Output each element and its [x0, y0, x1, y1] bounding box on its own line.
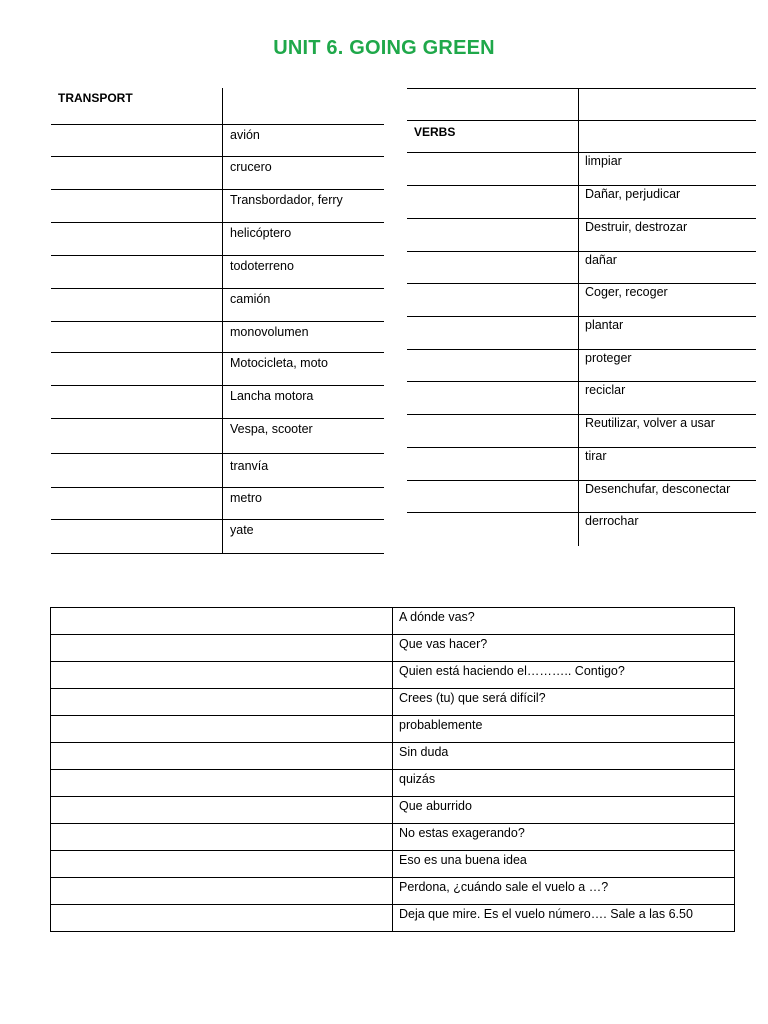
- phrase: Eso es una buena idea: [399, 853, 527, 867]
- table-row: [51, 797, 735, 824]
- phrase: Crees (tu) que será difícil?: [399, 691, 546, 705]
- transport-item: yate: [230, 523, 254, 537]
- verb-item: Coger, recoger: [585, 285, 668, 299]
- page-title: UNIT 6. GOING GREEN: [273, 37, 495, 59]
- table-row: [407, 252, 756, 284]
- table-row: [407, 481, 756, 513]
- verb-item: dañar: [585, 253, 617, 267]
- table-row: [51, 190, 384, 223]
- verb-item: limpiar: [585, 154, 622, 168]
- transport-item: helicóptero: [230, 226, 292, 240]
- phrases-table: [50, 607, 735, 932]
- verb-item: plantar: [585, 318, 624, 332]
- verb-item: Dañar, perjudicar: [585, 187, 681, 201]
- transport-item: monovolumen: [230, 325, 309, 339]
- table-row: [51, 289, 384, 322]
- table-row: [51, 878, 735, 905]
- table-row: [407, 317, 756, 350]
- table-row: [51, 256, 384, 289]
- table-row: [407, 382, 756, 415]
- verbs-header-row: [407, 121, 756, 153]
- transport-header-row: [51, 88, 384, 125]
- table-row: [407, 186, 756, 219]
- table-row: [51, 353, 384, 386]
- verb-item: Desenchufar, desconectar: [585, 482, 731, 496]
- transport-item: Motocicleta, moto: [230, 356, 328, 370]
- table-row: [51, 824, 735, 851]
- transport-item: todoterreno: [230, 259, 294, 273]
- table-row: [407, 415, 756, 448]
- transport-item: Transbordador, ferry: [230, 193, 343, 207]
- phrase: probablemente: [399, 718, 483, 732]
- table-row: [51, 454, 384, 488]
- table-row: [407, 89, 756, 121]
- phrase: Que aburrido: [399, 799, 472, 813]
- table-row: [407, 448, 756, 481]
- transport-item: avión: [230, 128, 260, 142]
- table-row: [51, 322, 384, 353]
- table-row: [51, 635, 735, 662]
- transport-item: Vespa, scooter: [230, 422, 313, 436]
- table-row: [51, 689, 735, 716]
- table-row: [51, 157, 384, 190]
- table-row: [407, 153, 756, 186]
- table-row: [407, 284, 756, 317]
- table-row: [51, 905, 735, 932]
- phrase: No estas exagerando?: [399, 826, 525, 840]
- verb-item: proteger: [585, 351, 632, 365]
- table-row: [51, 386, 384, 419]
- phrase: Que vas hacer?: [399, 637, 488, 651]
- table-row: [407, 513, 756, 546]
- verb-item: Destruir, destrozar: [585, 220, 688, 234]
- table-row: [51, 488, 384, 520]
- transport-item: Lancha motora: [230, 389, 314, 403]
- verb-item: Reutilizar, volver a usar: [585, 416, 715, 430]
- table-row: [51, 223, 384, 256]
- table-row: [51, 520, 384, 554]
- transport-table: [51, 88, 384, 554]
- transport-header: TRANSPORT: [58, 91, 133, 105]
- transport-item: metro: [230, 491, 262, 505]
- table-row: [51, 125, 384, 157]
- table-row: [51, 419, 384, 454]
- table-row: [51, 608, 735, 635]
- table-row: [407, 350, 756, 382]
- phrase: Deja que mire. Es el vuelo número…. Sale a las 6.50: [399, 907, 693, 921]
- transport-item: tranvía: [230, 459, 269, 473]
- transport-item: crucero: [230, 160, 272, 174]
- verb-item: derrochar: [585, 514, 639, 528]
- table-row: [51, 716, 735, 743]
- table-row: [51, 662, 735, 689]
- table-row: [51, 743, 735, 770]
- phrase: quizás: [399, 772, 436, 786]
- verbs-header: VERBS: [414, 125, 456, 139]
- phrase: Quien está haciendo el……….. Contigo?: [399, 664, 625, 678]
- verbs-table: [407, 88, 756, 546]
- verb-item: tirar: [585, 449, 607, 463]
- verb-item: reciclar: [585, 383, 626, 397]
- transport-item: camión: [230, 292, 271, 306]
- table-row: [51, 851, 735, 878]
- table-row: [407, 219, 756, 252]
- phrase: Perdona, ¿cuándo sale el vuelo a …?: [399, 880, 609, 894]
- phrase: Sin duda: [399, 745, 449, 759]
- phrase: A dónde vas?: [399, 610, 475, 624]
- table-row: [51, 770, 735, 797]
